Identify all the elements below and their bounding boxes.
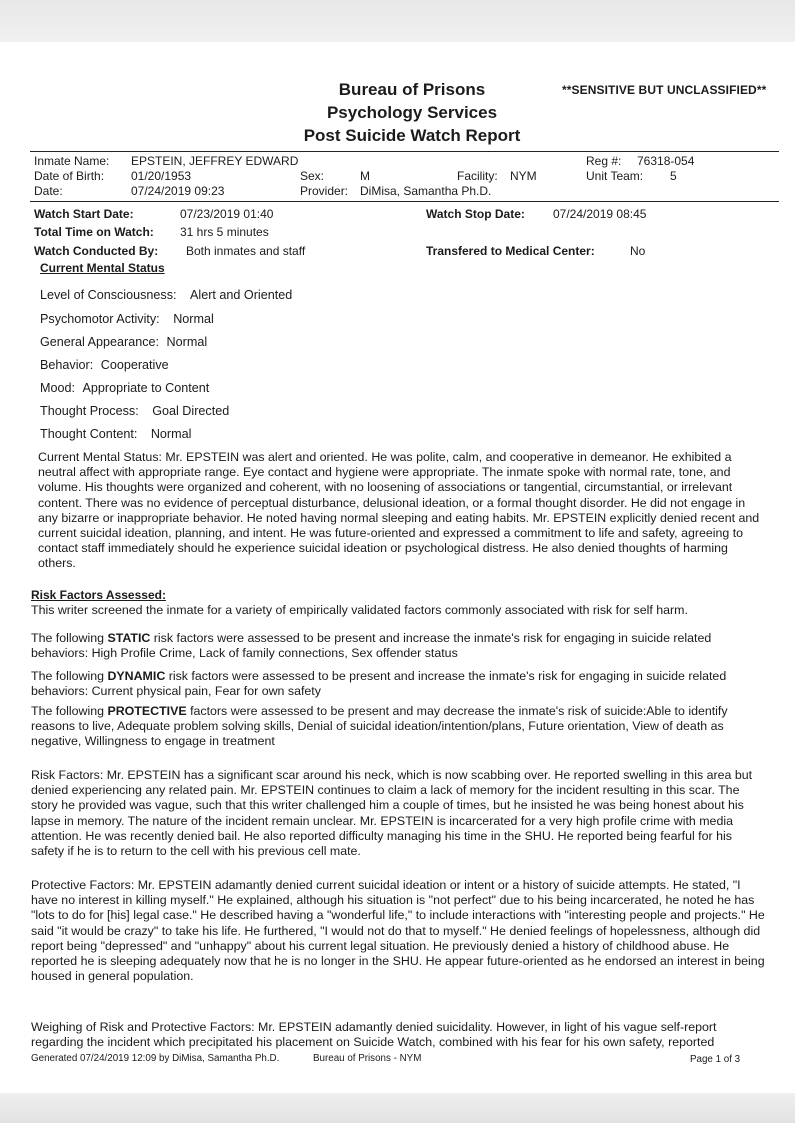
ms-value: Normal: [166, 335, 208, 349]
ms-value: Appropriate to Content: [82, 381, 210, 395]
transfer-value: No: [630, 244, 646, 258]
footer-page-number: Page 1 of 3: [690, 1054, 741, 1065]
ms-value: Normal: [150, 427, 192, 441]
mental-status-narrative: Current Mental Status: Mr. EPSTEIN was alert and oriented. He was polite, calm, and cooperative in demeanor. He exhibited a neutral affect with appropriate range. Eye contact and hygiene were appropriate. The inmate spoke with normal rate, tone, and volume. His thoughts were organized and coherent, with no loosening of associations or tangential, circumstantial, or irrelevant content. There was no evidence of perceptual disturbance, delusional ideation, or a formal thought disorder. He did not engage in any bizarre or inappropriate behavior. He noted having normal sleeping and eating habits. Mr. EPSTEIN explicitly denied recent and current suicidal ideation, planning, and intent. He was future-oriented and expressed a commitment to life and safety, agreeing to contact staff immediately should he experience suicidal ideation or psychological distress. He also denied thoughts of harming others.: [38, 450, 760, 571]
risk-heading: Risk Factors Assessed:: [31, 588, 166, 602]
sensitivity-marking: **SENSITIVE BUT UNCLASSIFIED**: [562, 83, 767, 97]
conducted-by-value: Both inmates and staff: [186, 244, 306, 258]
weighing-narrative: Weighing of Risk and Protective Factors: Mr. EPSTEIN adamantly denied suicidality. However, in light of his vague self-report regarding the incident which precipitated his placement on Suicide Watch, combined with his fear for his own safety, reported: [31, 1020, 717, 1050]
dob-value: 01/20/1953: [131, 169, 192, 183]
protective-factors: The following PROTECTIVE factors were assessed to be present and may decrease the inmate's risk of suicide:Able to identify reasons to live, Adequate problem solving skills, Denial of suicidal ideation/intention/plans, Future orientation, View of death as negative, Willingness to engage in treatment: [31, 704, 728, 749]
mental-status-heading: Current Mental Status: [40, 261, 165, 275]
dynamic-factors: The following DYNAMIC risk factors were assessed to be present and increase the inmate's risk for engaging in suicide related behaviors: Current physical pain, Fear for own safety: [31, 669, 727, 699]
ms-value: Alert and Oriented: [190, 288, 293, 302]
org-title: Bureau of Prisons: [338, 80, 486, 99]
header-rule: [30, 151, 779, 152]
footer-source: Bureau of Prisons - NYM: [313, 1053, 422, 1064]
facility-value: NYM: [510, 169, 537, 183]
scan-top-margin: [0, 0, 795, 42]
dept-title: Psychology Services: [326, 103, 498, 122]
scan-bottom-margin: [0, 1093, 795, 1123]
ms-item: [40, 335, 207, 349]
footer-generated: Generated 07/24/2019 12:09 by DiMisa, Samantha Ph.D.: [31, 1053, 280, 1064]
unit-team-label: Unit Team:: [586, 169, 644, 183]
total-time-label: Total Time on Watch:: [34, 225, 154, 239]
provider-label: Provider:: [300, 184, 349, 198]
inmate-name: EPSTEIN, JEFFREY EDWARD: [131, 154, 299, 168]
ms-item: [40, 358, 169, 372]
sex-value: M: [360, 169, 370, 183]
dob-label: Date of Birth:: [34, 169, 105, 183]
ms-label: Psychomotor Activity:: [40, 312, 160, 326]
inmate-name-label: Inmate Name:: [34, 154, 110, 168]
date-value: 07/24/2019 09:23: [131, 184, 225, 198]
ms-item: [40, 288, 292, 302]
date-label: Date:: [34, 184, 63, 198]
protective-keyword: PROTECTIVE: [107, 704, 187, 718]
ms-item: [40, 381, 209, 395]
watch-stop-label: Watch Stop Date:: [426, 207, 525, 221]
provider-value: DiMisa, Samantha Ph.D.: [360, 184, 492, 198]
ms-label: Thought Process:: [40, 404, 139, 418]
total-time-value: 31 hrs 5 minutes: [180, 225, 269, 239]
watch-start-value: 07/23/2019 01:40: [180, 207, 274, 221]
static-keyword: STATIC: [107, 631, 151, 645]
ms-value: Goal Directed: [152, 404, 230, 418]
risk-intro: This writer screened the inmate for a variety of empirically validated factors commonly associated with risk for self harm.: [31, 603, 688, 617]
ms-label: Thought Content:: [40, 427, 138, 441]
sex-label: Sex:: [300, 169, 325, 183]
ms-label: General Appearance:: [40, 335, 160, 349]
risk-narrative: Risk Factors: Mr. EPSTEIN has a significant scar around his neck, which is now scabbing over. He reported swelling in this area but denied experiencing any related pain. Mr. EPSTEIN continues to claim a lack of memory for the incident resulting in this scar. The story he provided was vague, such that this writer challenged him a couple of times, but he insisted he was being honest about his lapse in memory. The nature of the incident remain unclear. Mr. EPSTEIN is incarcerated for a very high profile crime with media attention. He was recently denied bail. He also reported difficulty managing his time in the SHU. He reported being fearful for his safety if he is to return to the cell with his previous cell mate.: [31, 768, 753, 859]
watch-stop-value: 07/24/2019 08:45: [553, 207, 647, 221]
unit-team-value: 5: [670, 169, 677, 183]
ms-value: Normal: [173, 312, 214, 326]
ms-label: Behavior:: [40, 358, 94, 372]
reg-number: 76318-054: [637, 154, 695, 168]
reg-label: Reg #:: [586, 154, 622, 168]
ms-item: [40, 427, 191, 441]
ms-item: [40, 312, 214, 326]
report-title: Post Suicide Watch Report: [303, 126, 521, 145]
facility-label: Facility:: [457, 169, 498, 183]
info-rule: [30, 201, 779, 202]
ms-item: [40, 404, 229, 418]
ms-value: Cooperative: [100, 358, 169, 372]
ms-label: Level of Consciousness:: [40, 288, 177, 302]
static-factors: The following STATIC risk factors were assessed to be present and increase the inmate's risk for engaging in suicide related behaviors: High Profile Crime, Lack of family connections, Sex offender status: [31, 631, 712, 661]
conducted-by-label: Watch Conducted By:: [34, 244, 159, 258]
watch-start-label: Watch Start Date:: [34, 207, 134, 221]
protective-narrative: Protective Factors: Mr. EPSTEIN adamantly denied current suicidal ideation or intent or a history of suicide attempts. He stated, "I have no interest in killing myself." He explained, although his situation is "not perfect" due to his being incarcerated, he noted he has "lots to do for [his] legal case." He described having a "wonderful life," to include interactions with "interesting people and projects." He said "it would be crazy" to take his life. He furthered, "I would not do that to myself." He denied feelings of hopelessness, although did report being "depressed" and "unhappy" about his current legal situation. He previously denied a history of childhood abuse. He reported he is sleeping adequately now that he is no longer in the SHU. He appear future-oriented as he endorsed an interest in being housed in general population.: [31, 878, 765, 984]
ms-label: Mood:: [40, 381, 76, 395]
transfer-label: Transfered to Medical Center:: [426, 244, 595, 258]
dynamic-keyword: DYNAMIC: [107, 669, 166, 683]
